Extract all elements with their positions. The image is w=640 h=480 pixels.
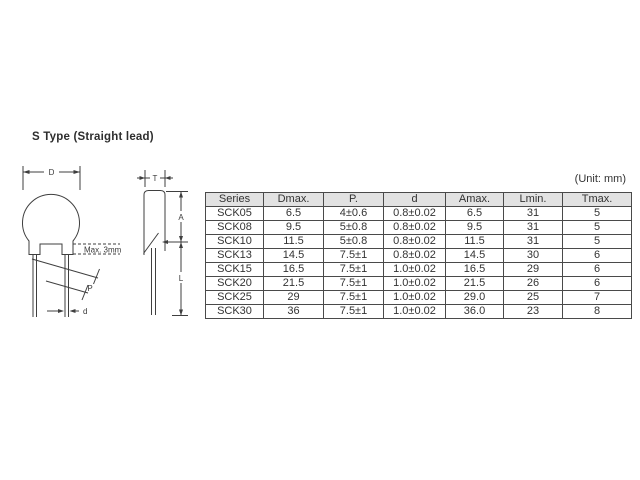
side-view-drawing <box>137 170 188 316</box>
table-cell: 0.8±0.02 <box>384 221 446 235</box>
table-cell: 29 <box>504 263 563 277</box>
dim-label-T: T <box>152 174 158 183</box>
table-cell: 30 <box>504 249 563 263</box>
table-cell: 5±0.8 <box>324 221 384 235</box>
table-header-row <box>206 193 632 207</box>
table-cell: 1.0±0.02 <box>384 305 446 319</box>
table-cell: 21.5 <box>264 277 324 291</box>
table-header-cell: d <box>384 193 446 207</box>
table-cell: SCK25 <box>206 291 264 305</box>
table-body <box>206 207 632 319</box>
table-header-cell: Tmax. <box>563 193 632 207</box>
table-cell: 16.5 <box>446 263 504 277</box>
table-cell: 14.5 <box>264 249 324 263</box>
unit-note: (Unit: mm) <box>574 173 626 185</box>
table-cell: 31 <box>504 235 563 249</box>
dim-label-A: A <box>178 213 184 222</box>
table-header-cell: Amax. <box>446 193 504 207</box>
dim-label-P: P <box>87 284 93 293</box>
side-body-outline <box>144 191 166 256</box>
table-header-cell: Dmax. <box>264 193 324 207</box>
table-row <box>206 305 632 319</box>
table-cell: 5 <box>563 235 632 249</box>
thickness-dimension <box>137 170 173 187</box>
table-cell: 11.5 <box>446 235 504 249</box>
table-cell: 36.0 <box>446 305 504 319</box>
page-title: S Type (Straight lead) <box>32 131 154 143</box>
table-cell: 29 <box>264 291 324 305</box>
table-cell: SCK30 <box>206 305 264 319</box>
table-row <box>206 277 632 291</box>
table-cell: 7.5±1 <box>324 291 384 305</box>
table-row <box>206 235 632 249</box>
table-cell: 1.0±0.02 <box>384 291 446 305</box>
table-cell: SCK13 <box>206 249 264 263</box>
dimensions-table <box>205 192 632 319</box>
dim-label-d: d <box>83 307 88 316</box>
table-row <box>206 291 632 305</box>
table-cell: 31 <box>504 207 563 221</box>
table-cell: 11.5 <box>264 235 324 249</box>
table-cell: 7 <box>563 291 632 305</box>
table-cell: 8 <box>563 305 632 319</box>
table-cell: 29.0 <box>446 291 504 305</box>
dim-label-D: D <box>48 168 55 177</box>
side-lead-wire <box>152 248 156 315</box>
table-cell: 4±0.6 <box>324 207 384 221</box>
table-header-cell: Series <box>206 193 264 207</box>
arrowhead-right-icon <box>74 170 81 174</box>
height-length-dimension <box>162 192 188 316</box>
table-cell: 6 <box>563 249 632 263</box>
table-cell: 5 <box>563 207 632 221</box>
table-cell: SCK20 <box>206 277 264 291</box>
table-cell: 9.5 <box>446 221 504 235</box>
table-cell: 9.5 <box>264 221 324 235</box>
disc-outline <box>23 194 80 254</box>
table-cell: 14.5 <box>446 249 504 263</box>
table-cell: 26 <box>504 277 563 291</box>
front-view-drawing <box>23 166 122 317</box>
dim-label-L: L <box>178 274 184 283</box>
table-cell: 7.5±1 <box>324 277 384 291</box>
lead-wire-left <box>33 255 37 318</box>
diameter-dimension <box>23 166 80 190</box>
table-cell: 0.8±0.02 <box>384 235 446 249</box>
table-cell: 5 <box>563 221 632 235</box>
dim-label-max3mm: Max. 3mm <box>84 245 122 255</box>
table-cell: 16.5 <box>264 263 324 277</box>
table-cell: 7.5±1 <box>324 249 384 263</box>
table-cell: 6 <box>563 263 632 277</box>
table-cell: 5±0.8 <box>324 235 384 249</box>
table-row <box>206 263 632 277</box>
table-cell: 21.5 <box>446 277 504 291</box>
table-cell: SCK10 <box>206 235 264 249</box>
table-cell: 0.8±0.02 <box>384 207 446 221</box>
table-cell: SCK15 <box>206 263 264 277</box>
table-cell: 7.5±1 <box>324 305 384 319</box>
table-cell: 36 <box>264 305 324 319</box>
lead-diameter-dimension <box>47 307 87 316</box>
table-cell: 1.0±0.02 <box>384 277 446 291</box>
table-header-cell: P. <box>324 193 384 207</box>
body-edge-callout <box>73 244 122 255</box>
table-cell: 6.5 <box>264 207 324 221</box>
table-cell: 1.0±0.02 <box>384 263 446 277</box>
table-cell: 6.5 <box>446 207 504 221</box>
table-cell: 25 <box>504 291 563 305</box>
table-cell: 31 <box>504 221 563 235</box>
table-cell: 7.5±1 <box>324 263 384 277</box>
table-row <box>206 249 632 263</box>
table-cell: 23 <box>504 305 563 319</box>
table-cell: 6 <box>563 277 632 291</box>
pitch-dimension <box>32 259 100 300</box>
table-row <box>206 221 632 235</box>
table-cell: SCK08 <box>206 221 264 235</box>
arrowhead-left-icon <box>23 170 30 174</box>
table-cell: SCK05 <box>206 207 264 221</box>
table-row <box>206 207 632 221</box>
table-cell: 0.8±0.02 <box>384 249 446 263</box>
dimension-diagrams <box>0 160 210 330</box>
table-header-cell: Lmin. <box>504 193 563 207</box>
lead-wire-right <box>65 255 69 318</box>
